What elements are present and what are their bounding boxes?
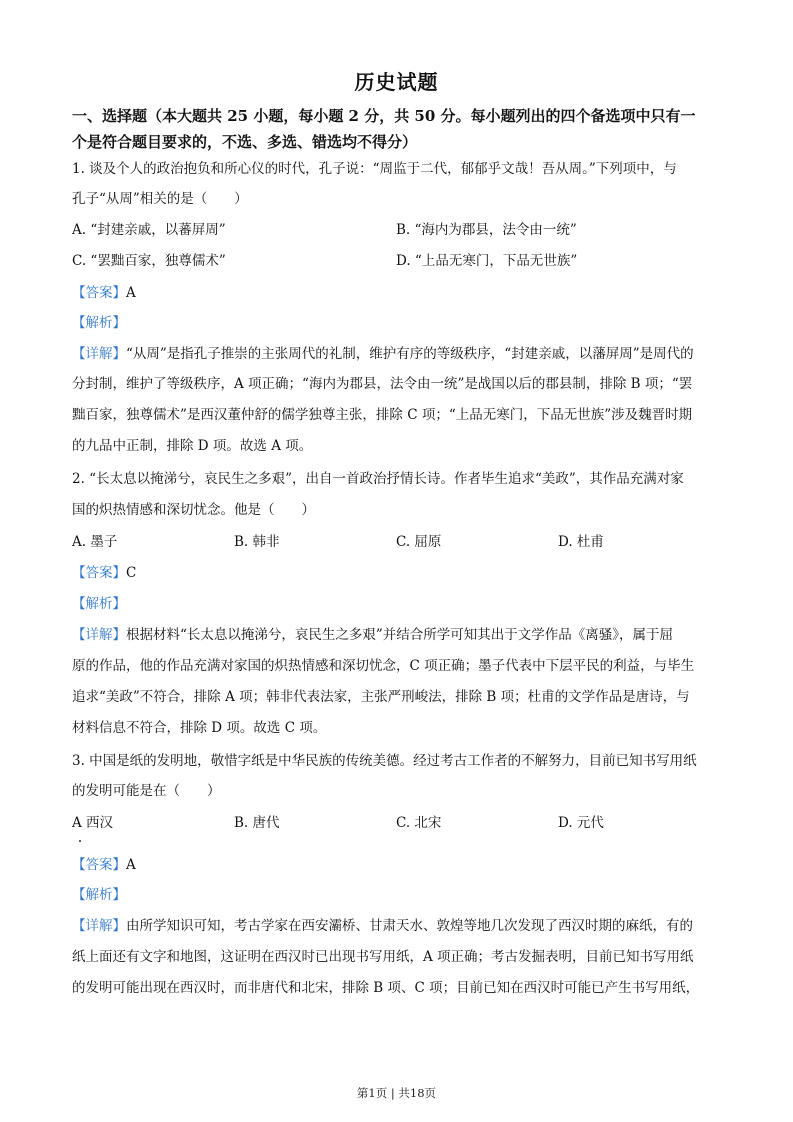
q3-analysis bbox=[72, 885, 732, 905]
q1-detail-line-2: 分封制，维护了等级秩序，A 项正确；“海内为郡县，法令由一统”是战国以后的郡县制，排除 B 项；“罢 bbox=[72, 376, 693, 392]
q1-stem-line-1: 1. 谈及个人的政治抱负和所心仪的时代，孔子说：“周监于二代，郁郁乎文哉！吾从周。”下列项中，与 bbox=[72, 161, 677, 177]
q3-detail-text-1: 由所学知识可知，考古学家在西安灞桥、甘肃天水、敦煌等地几次发现了西汉时期的麻纸，有的 bbox=[126, 918, 693, 934]
q1-option-b: B. “海内为郡县，法令由一统” bbox=[396, 222, 577, 238]
analysis-label: 【解析】 bbox=[72, 596, 126, 612]
q3-stem-line-2: 的发明可能是在（ ） bbox=[72, 783, 221, 799]
answer-label: 【答案】 bbox=[72, 857, 126, 873]
answer-label: 【答案】 bbox=[72, 565, 126, 581]
q3-option-b: B. 唐代 bbox=[234, 815, 280, 831]
q2-answer-value: C bbox=[126, 565, 137, 581]
q3-option-c: C. 北宋 bbox=[396, 815, 442, 831]
q2-option-a: A. 墨子 bbox=[72, 534, 118, 550]
q1-analysis bbox=[72, 313, 732, 333]
detail-label: 【详解】 bbox=[72, 346, 126, 362]
q1-answer bbox=[72, 283, 732, 303]
q3-stem-line-1: 3. 中国是纸的发明地，敬惜字纸是中华民族的传统美德。经过考古工作者的不解努力，目前已知书写用纸 bbox=[72, 753, 697, 769]
q2-detail-line-2: 原的作品，他的作品充满对家国的炽热情感和深切忧念，C 项正确；墨子代表中下层平民的利益，与毕生 bbox=[72, 658, 695, 674]
q2-answer bbox=[72, 563, 732, 583]
q3-detail-line-3: 的发明可能出现在西汉时，而非唐代和北宋，排除 B 项、C 项；目前已知在西汉时可能已产生书写用纸， bbox=[72, 980, 700, 996]
q2-stem-line-2: 国的炽热情感和深切忧念。他是（ ） bbox=[72, 502, 315, 518]
q2-detail-line-3: 追求“美政”不符合，排除 A 项；韩非代表法家，主张严刑峻法，排除 B 项；杜甫的文学作品是唐诗，与 bbox=[72, 689, 690, 705]
q1-stem-line-2: 孔子“从周”相关的是（ ） bbox=[72, 191, 248, 207]
section-heading-line-1: 一、选择题（本大题共 25 小题，每小题 2 分，共 50 分。每小题列出的四个备选项中只有一 bbox=[72, 107, 696, 125]
analysis-label: 【解析】 bbox=[72, 315, 126, 331]
q2-analysis bbox=[72, 594, 732, 614]
q2-detail-text-1: 根据材料“长太息以掩涕兮，哀民生之多艰”并结合所学可知其出于文学作品《离骚》，属于屈 bbox=[126, 627, 674, 643]
q3-detail-line-2: 纸上面还有文字和地图，这证明在西汉时已出现书写用纸，A 项正确；考古发掘表明，目前已知书写用纸 bbox=[72, 949, 694, 965]
q2-detail-line-4: 材料信息不符合，排除 D 项。故选 C 项。 bbox=[72, 720, 327, 736]
detail-label: 【详解】 bbox=[72, 627, 126, 643]
q1-option-a: A. “封建亲戚，以蕃屏周” bbox=[72, 222, 226, 238]
q1-answer-value: A bbox=[126, 285, 136, 301]
q2-option-d: D. 杜甫 bbox=[558, 534, 604, 550]
q2-detail-line-1 bbox=[72, 625, 732, 645]
q2-stem-line-1: 2. “长太息以掩涕兮，哀民生之多艰”，出自一首政治抒情长诗。作者毕生追求“美政”，其作品充满对家 bbox=[72, 471, 684, 487]
stray-dot-mark bbox=[79, 840, 81, 842]
q1-option-c: C. “罢黜百家，独尊儒术” bbox=[72, 253, 226, 269]
analysis-label: 【解析】 bbox=[72, 887, 126, 903]
q1-option-d: D. “上品无寒门，下品无世族” bbox=[396, 253, 578, 269]
q3-detail-line-1 bbox=[72, 916, 732, 936]
q3-option-a: A 西汉 bbox=[72, 815, 114, 831]
q1-detail-line-3: 黜百家，独尊儒术”是西汉董仲舒的儒学独尊主张，排除 C 项；“上品无寒门，下品无世族”涉及魏晋时期 bbox=[72, 407, 693, 423]
q2-option-c: C. 屈原 bbox=[396, 534, 442, 550]
page-footer: 第1页 | 共18页 bbox=[356, 1086, 437, 1100]
detail-label: 【详解】 bbox=[72, 918, 126, 934]
section-heading-line-2: 个是符合题目要求的，不选、多选、错选均不得分） bbox=[72, 133, 418, 151]
q3-answer-value: A bbox=[126, 857, 136, 873]
q3-option-d: D. 元代 bbox=[558, 815, 604, 831]
q1-detail-line-4: 的九品中正制，排除 D 项。故选 A 项。 bbox=[72, 438, 313, 454]
answer-label: 【答案】 bbox=[72, 285, 126, 301]
q3-answer bbox=[72, 855, 732, 875]
q1-detail-text-1: “从周”是指孔子推崇的主张周代的礼制，维护有序的等级秩序，“封建亲戚，以藩屏周”是周代的 bbox=[126, 346, 694, 362]
q1-detail-line-1 bbox=[72, 344, 732, 364]
q2-option-b: B. 韩非 bbox=[234, 534, 280, 550]
page-title: 历史试题 bbox=[354, 70, 439, 94]
